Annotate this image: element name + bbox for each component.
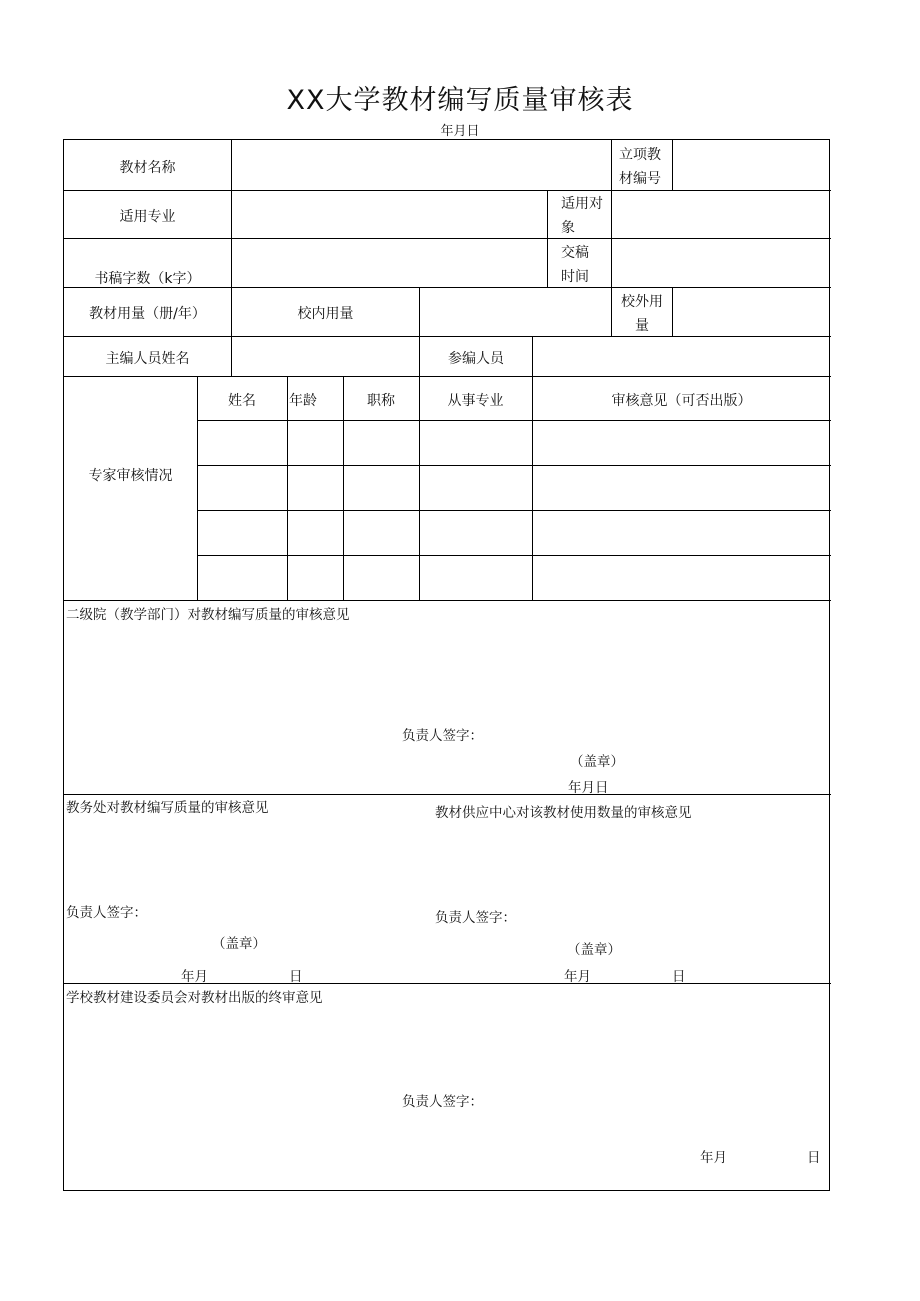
col-divider bbox=[547, 190, 548, 288]
major-label: 适用专业 bbox=[119, 209, 176, 225]
audience-label: 适用对象 bbox=[561, 196, 603, 236]
audience-field[interactable] bbox=[612, 191, 829, 237]
major-field[interactable] bbox=[232, 191, 546, 237]
campus-usage-field[interactable] bbox=[420, 288, 610, 335]
chief-editor-label: 主编人员姓名 bbox=[105, 351, 190, 367]
academic-date-year-month: 年月 bbox=[181, 969, 208, 985]
submit-time-label: 交稿时间 bbox=[561, 245, 589, 285]
academic-date-day: 日 bbox=[289, 969, 303, 985]
campus-usage-label: 校内用量 bbox=[297, 306, 354, 322]
academic-opinion-heading: 教务处对教材编写质量的审核意见 bbox=[66, 800, 269, 816]
project-no-field[interactable] bbox=[673, 141, 829, 189]
expert-row-4[interactable] bbox=[198, 556, 830, 600]
form-title: XX大学教材编写质量审核表 bbox=[286, 85, 634, 116]
external-usage-label: 校外用量 bbox=[621, 294, 663, 334]
supply-seal: （盖章） bbox=[567, 942, 621, 958]
committee-opinion-heading: 学校教材建设委员会对教材出版的终审意见 bbox=[66, 990, 323, 1006]
form-date: 年月日 bbox=[440, 124, 480, 139]
book-name-label: 教材名称 bbox=[119, 160, 176, 176]
project-no-label: 立项教材编号 bbox=[619, 147, 661, 187]
co-editors-field[interactable] bbox=[533, 337, 829, 375]
col-divider bbox=[611, 140, 612, 190]
college-sign-label: 负责人签字： bbox=[402, 728, 483, 744]
submit-time-field[interactable] bbox=[612, 239, 829, 286]
chief-editor-field[interactable] bbox=[232, 337, 418, 375]
expert-row-1[interactable] bbox=[198, 421, 830, 465]
committee-sign-label: 负责人签字： bbox=[402, 1094, 483, 1110]
college-date: 年月日 bbox=[568, 780, 609, 796]
row-divider bbox=[64, 376, 831, 377]
usage-label: 教材用量（册/年） bbox=[89, 306, 206, 322]
academic-seal: （盖章） bbox=[212, 936, 266, 952]
word-count-label: 书稿字数（k字） bbox=[94, 271, 201, 287]
expert-review-label: 专家审核情况 bbox=[88, 468, 173, 484]
supply-sign-label: 负责人签字： bbox=[435, 910, 516, 926]
expert-row-3[interactable] bbox=[198, 511, 830, 555]
expert-row-2[interactable] bbox=[198, 466, 830, 510]
supply-opinion-heading: 教材供应中心对该教材使用数量的审核意见 bbox=[435, 805, 692, 821]
col-header-major: 从事专业 bbox=[447, 393, 504, 409]
committee-date-day: 日 bbox=[807, 1150, 821, 1166]
col-header-title: 职称 bbox=[367, 393, 395, 409]
book-name-field[interactable] bbox=[232, 141, 610, 189]
academic-sign-label: 负责人签字： bbox=[66, 905, 147, 921]
college-opinion-heading: 二级院（教学部门）对教材编写质量的审核意见 bbox=[66, 607, 350, 623]
row-divider bbox=[64, 794, 831, 795]
college-seal: （盖章） bbox=[570, 754, 624, 770]
word-count-field[interactable] bbox=[232, 239, 546, 286]
form-table bbox=[63, 139, 830, 1191]
committee-date-year-month: 年月 bbox=[700, 1150, 727, 1166]
supply-date-year-month: 年月 bbox=[564, 969, 591, 985]
col-header-opinion: 审核意见（可否出版） bbox=[611, 393, 752, 409]
row-divider bbox=[64, 600, 831, 601]
col-divider bbox=[611, 287, 612, 336]
row-divider bbox=[64, 983, 831, 984]
col-header-name: 姓名 bbox=[228, 393, 256, 409]
co-editors-label: 参编人员 bbox=[448, 351, 504, 367]
supply-date-day: 日 bbox=[672, 969, 686, 985]
col-header-age: 年龄 bbox=[289, 393, 317, 409]
external-usage-field[interactable] bbox=[673, 288, 829, 335]
